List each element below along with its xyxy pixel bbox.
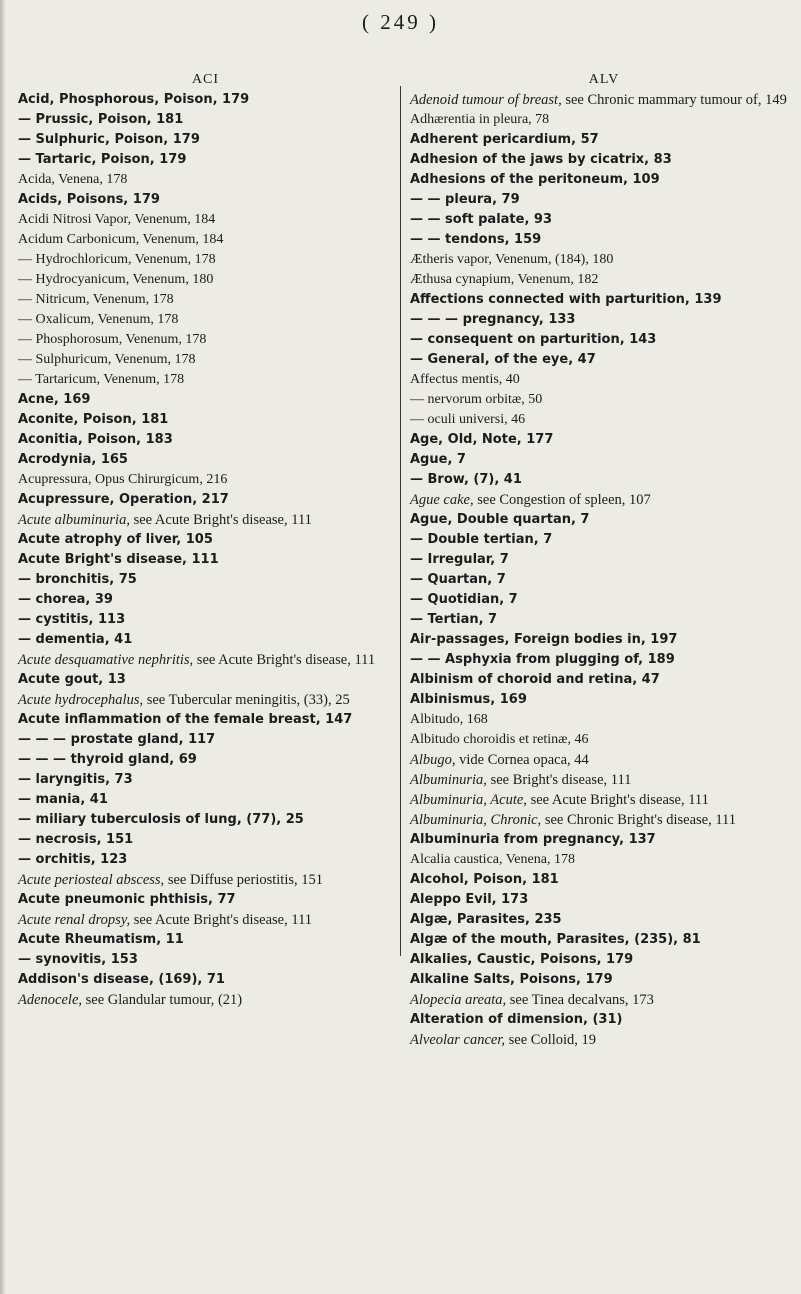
index-entry: Albugo, vide Cornea opaca, 44 bbox=[410, 752, 589, 768]
index-entry: Acute desquamative nephritis, see Acute Bright's disease, 111 bbox=[18, 652, 376, 668]
index-entry: Acute hydrocephalus, see Tubercular meningitis, (33), 25 bbox=[18, 692, 350, 708]
index-entry: — Nitricum, Venenum, 178 bbox=[18, 292, 174, 307]
index-entry: — Sulphuricum, Venenum, 178 bbox=[18, 352, 196, 367]
index-entry: Acute inflammation of the female breast, 147 bbox=[18, 712, 353, 727]
index-entry: Acids, Poisons, 179 bbox=[18, 192, 160, 207]
index-entry: Acupressura, Opus Chirurgicum, 216 bbox=[18, 472, 228, 487]
index-entry: Alveolar cancer, see Colloid, 19 bbox=[410, 1032, 597, 1048]
index-entry: Albinism of choroid and retina, 47 bbox=[410, 672, 660, 687]
index-entry: — — — pregnancy, 133 bbox=[410, 312, 576, 327]
index-entry: Acute renal dropsy, see Acute Bright's disease, 111 bbox=[18, 912, 313, 928]
entry-italic-term: Acute albuminuria, bbox=[18, 512, 130, 528]
index-entry: Alkalies, Caustic, Poisons, 179 bbox=[410, 952, 634, 967]
page-number: ( 249 ) bbox=[362, 10, 439, 34]
index-entry: Algæ of the mouth, Parasites, (235), 81 bbox=[410, 932, 701, 947]
index-entry: Adenocele, see Glandular tumour, (21) bbox=[18, 992, 243, 1008]
left-column bbox=[18, 70, 393, 1010]
index-entry: Algæ, Parasites, 235 bbox=[410, 912, 562, 927]
entry-italic-term: Albuminuria, Acute, bbox=[410, 792, 527, 808]
index-entry: Acida, Venena, 178 bbox=[18, 172, 128, 187]
index-entry: — mania, 41 bbox=[18, 792, 108, 807]
index-entry: Ague cake, see Congestion of spleen, 107 bbox=[410, 492, 651, 508]
right-column bbox=[410, 70, 798, 1050]
index-entry: Acrodynia, 165 bbox=[18, 452, 128, 467]
index-entry: — — pleura, 79 bbox=[410, 192, 520, 207]
index-entry: Adherent pericardium, 57 bbox=[410, 132, 599, 147]
left-entries bbox=[18, 90, 393, 1010]
index-entry: — Hydrocyanicum, Venenum, 180 bbox=[18, 272, 214, 287]
index-entry: — consequent on parturition, 143 bbox=[410, 332, 657, 347]
entry-italic-term: Adenoid tumour of breast, bbox=[410, 92, 562, 108]
index-entry: — synovitis, 153 bbox=[18, 952, 138, 967]
index-entry: Acidum Carbonicum, Venenum, 184 bbox=[18, 232, 224, 247]
index-entry: Aconite, Poison, 181 bbox=[18, 412, 169, 427]
index-entry: Albuminuria, see Bright's disease, 111 bbox=[410, 772, 632, 788]
index-entry: — Tartaric, Poison, 179 bbox=[18, 152, 187, 167]
index-entry: Albitudo, 168 bbox=[410, 712, 488, 727]
index-entry: — bronchitis, 75 bbox=[18, 572, 137, 587]
index-entry: Alopecia areata, see Tinea decalvans, 173 bbox=[410, 992, 654, 1008]
index-entry: — Oxalicum, Venenum, 178 bbox=[18, 312, 179, 327]
index-entry: — laryngitis, 73 bbox=[18, 772, 133, 787]
index-entry: Age, Old, Note, 177 bbox=[410, 432, 554, 447]
index-entry: Affectus mentis, 40 bbox=[410, 372, 520, 387]
index-entry: — Quotidian, 7 bbox=[410, 592, 518, 607]
index-entry: — dementia, 41 bbox=[18, 632, 133, 647]
index-entry: Acute atrophy of liver, 105 bbox=[18, 532, 213, 547]
entry-italic-term: Ague cake, bbox=[410, 492, 474, 508]
index-entry: Albuminuria, Chronic, see Chronic Bright's disease, 111 bbox=[410, 812, 737, 828]
index-entry: Ætheris vapor, Venenum, (184), 180 bbox=[410, 252, 614, 267]
book-spine-shadow bbox=[0, 0, 6, 1294]
index-entry: Albuminuria from pregnancy, 137 bbox=[410, 832, 656, 847]
index-entry: Ague, Double quartan, 7 bbox=[410, 512, 590, 527]
entry-italic-term: Albugo, bbox=[410, 752, 456, 768]
index-entry: Acute albuminuria, see Acute Bright's disease, 111 bbox=[18, 512, 312, 528]
index-entry: — miliary tuberculosis of lung, (77), 25 bbox=[18, 812, 304, 827]
entry-italic-term: Acute periosteal abscess, bbox=[18, 872, 165, 888]
index-entry: — Prussic, Poison, 181 bbox=[18, 112, 184, 127]
index-entry: Adhesion of the jaws by cicatrix, 83 bbox=[410, 152, 672, 167]
index-entry: — Irregular, 7 bbox=[410, 552, 509, 567]
left-guide-word: ACI bbox=[191, 72, 220, 87]
index-entry: — — Asphyxia from plugging of, 189 bbox=[410, 652, 675, 667]
index-entry: Addison's disease, (169), 71 bbox=[18, 972, 225, 987]
index-entry: — nervorum orbitæ, 50 bbox=[410, 392, 543, 407]
index-entry: Albuminuria, Acute, see Acute Bright's disease, 111 bbox=[410, 792, 709, 808]
index-entry: Acute gout, 13 bbox=[18, 672, 126, 687]
index-entry: Affections connected with parturition, 139 bbox=[410, 292, 722, 307]
index-entry: Alcalia caustica, Venena, 178 bbox=[410, 852, 575, 867]
entry-italic-term: Acute desquamative nephritis, bbox=[18, 652, 194, 668]
index-entry: — chorea, 39 bbox=[18, 592, 113, 607]
index-entry: Alteration of dimension, (31) bbox=[410, 1012, 623, 1027]
entry-italic-term: Albuminuria, Chronic, bbox=[410, 812, 542, 828]
index-entry: — Double tertian, 7 bbox=[410, 532, 553, 547]
entry-italic-term: Alveolar cancer, bbox=[410, 1032, 506, 1048]
right-entries bbox=[410, 90, 798, 1050]
index-entry: — Tartaricum, Venenum, 178 bbox=[18, 372, 185, 387]
index-entry: — — — prostate gland, 117 bbox=[18, 732, 216, 747]
index-entry: — General, of the eye, 47 bbox=[410, 352, 596, 367]
index-entry: — Phosphorosum, Venenum, 178 bbox=[18, 332, 207, 347]
index-entry: — — — thyroid gland, 69 bbox=[18, 752, 197, 767]
index-entry: Ague, 7 bbox=[410, 452, 466, 467]
index-entry: Adenoid tumour of breast, see Chronic mammary tumour of, 149 bbox=[410, 92, 787, 108]
index-entry: Alkaline Salts, Poisons, 179 bbox=[410, 972, 613, 987]
index-entry: Acute Bright's disease, 111 bbox=[18, 552, 219, 567]
index-entry: — oculi universi, 46 bbox=[410, 412, 526, 427]
entry-italic-term: Alopecia areata, bbox=[410, 992, 507, 1008]
index-entry: Acute periosteal abscess, see Diffuse periostitis, 151 bbox=[18, 872, 323, 888]
index-entry: — orchitis, 123 bbox=[18, 852, 128, 867]
index-entry: — Tertian, 7 bbox=[410, 612, 498, 627]
index-entry: Albinismus, 169 bbox=[410, 692, 527, 707]
index-entry: Acute Rheumatism, 11 bbox=[18, 932, 184, 947]
index-entry: Acidi Nitrosi Vapor, Venenum, 184 bbox=[18, 212, 216, 227]
entry-italic-term: Albuminuria, bbox=[410, 772, 487, 788]
index-entry: Adhærentia in pleura, 78 bbox=[410, 112, 550, 127]
index-entry: — Hydrochloricum, Venenum, 178 bbox=[18, 252, 216, 267]
column-divider bbox=[400, 86, 401, 956]
index-entry: Acupressure, Operation, 217 bbox=[18, 492, 229, 507]
index-entry: — cystitis, 113 bbox=[18, 612, 126, 627]
index-entry: Acne, 169 bbox=[18, 392, 91, 407]
index-entry: Acid, Phosphorous, Poison, 179 bbox=[18, 92, 250, 107]
index-entry: — necrosis, 151 bbox=[18, 832, 134, 847]
index-entry: — Sulphuric, Poison, 179 bbox=[18, 132, 200, 147]
index-entry: Æthusa cynapium, Venenum, 182 bbox=[410, 272, 599, 287]
index-entry: Acute pneumonic phthisis, 77 bbox=[18, 892, 236, 907]
index-entry: Alcohol, Poison, 181 bbox=[410, 872, 559, 887]
index-entry: Aconitia, Poison, 183 bbox=[18, 432, 173, 447]
right-guide-word: ALV bbox=[588, 72, 620, 87]
index-entry: Adhesions of the peritoneum, 109 bbox=[410, 172, 660, 187]
entry-italic-term: Adenocele, bbox=[18, 992, 83, 1008]
index-entry: — Quartan, 7 bbox=[410, 572, 506, 587]
entry-italic-term: Acute hydrocephalus, bbox=[18, 692, 144, 708]
entry-italic-term: Acute renal dropsy, bbox=[18, 912, 131, 928]
index-entry: — Brow, (7), 41 bbox=[410, 472, 522, 487]
index-entry: — — tendons, 159 bbox=[410, 232, 542, 247]
index-entry: — — soft palate, 93 bbox=[410, 212, 553, 227]
index-entry: Albitudo choroidis et retinæ, 46 bbox=[410, 732, 589, 747]
index-entry: Air-passages, Foreign bodies in, 197 bbox=[410, 632, 678, 647]
index-entry: Aleppo Evil, 173 bbox=[410, 892, 529, 907]
